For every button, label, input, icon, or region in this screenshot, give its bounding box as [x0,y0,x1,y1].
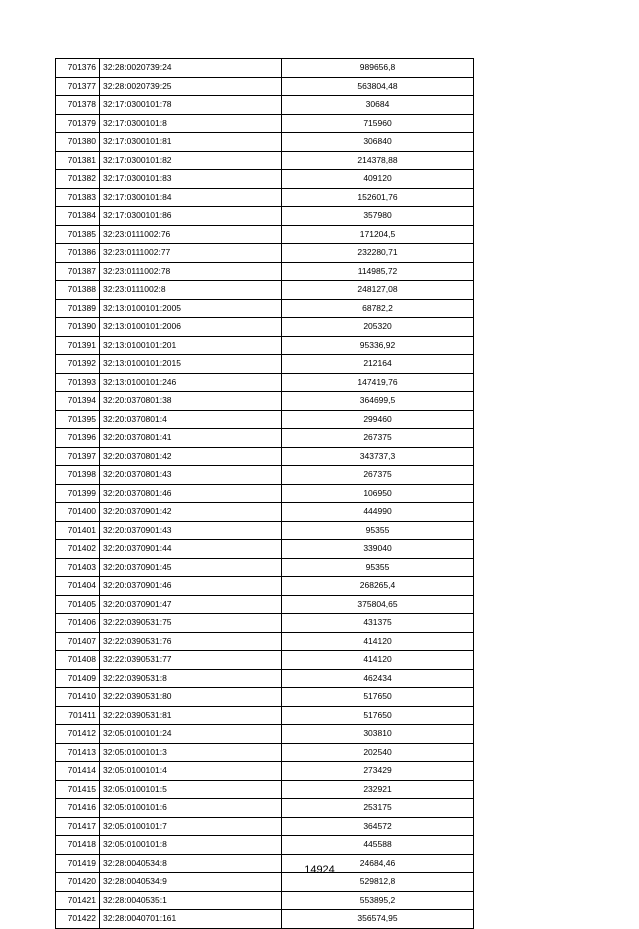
value-cell: 343737,3 [282,447,474,466]
cadastral-number-cell: 32:17:0300101:81 [100,133,282,152]
row-number-cell: 701408 [56,651,100,670]
table-row [56,540,474,559]
row-number-cell: 701411 [56,706,100,725]
value-cell: 431375 [282,614,474,633]
value-cell: 339040 [282,540,474,559]
row-number-cell: 701377 [56,77,100,96]
value-cell: 306840 [282,133,474,152]
row-number-cell: 701421 [56,891,100,910]
cadastral-number-cell: 32:23:0111002:8 [100,281,282,300]
cadastral-number-cell: 32:28:0020739:25 [100,77,282,96]
table-row [56,910,474,929]
value-cell: 273429 [282,762,474,781]
value-cell: 267375 [282,429,474,448]
cadastral-number-cell: 32:05:0100101:3 [100,743,282,762]
cadastral-number-cell: 32:22:0390531:76 [100,632,282,651]
table-row [56,59,474,78]
value-cell: 232921 [282,780,474,799]
value-cell: 303810 [282,725,474,744]
table-row [56,133,474,152]
cadastral-number-cell: 32:20:0370801:4 [100,410,282,429]
row-number-cell: 701392 [56,355,100,374]
table-row [56,799,474,818]
cadastral-number-cell: 32:17:0300101:86 [100,207,282,226]
cadastral-number-cell: 32:23:0111002:78 [100,262,282,281]
table-row [56,669,474,688]
value-cell: 253175 [282,799,474,818]
row-number-cell: 701379 [56,114,100,133]
value-cell: 715960 [282,114,474,133]
row-number-cell: 701412 [56,725,100,744]
row-number-cell: 701396 [56,429,100,448]
row-number-cell: 701400 [56,503,100,522]
value-cell: 462434 [282,669,474,688]
table-row [56,188,474,207]
cadastral-number-cell: 32:20:0370901:46 [100,577,282,596]
table-row [56,484,474,503]
table-row [56,336,474,355]
row-number-cell: 701402 [56,540,100,559]
row-number-cell: 701415 [56,780,100,799]
row-number-cell: 701418 [56,836,100,855]
value-cell: 409120 [282,170,474,189]
row-number-cell: 701419 [56,854,100,873]
value-cell: 248127,08 [282,281,474,300]
row-number-cell: 701394 [56,392,100,411]
value-cell: 152601,76 [282,188,474,207]
table-row [56,762,474,781]
table-row [56,743,474,762]
row-number-cell: 701390 [56,318,100,337]
value-cell: 375804,65 [282,595,474,614]
table-row [56,466,474,485]
value-cell: 364572 [282,817,474,836]
table-row [56,299,474,318]
cadastral-number-cell: 32:05:0100101:5 [100,780,282,799]
cadastral-number-cell: 32:20:0370801:41 [100,429,282,448]
value-cell: 553895,2 [282,891,474,910]
row-number-cell: 701387 [56,262,100,281]
value-cell: 147419,76 [282,373,474,392]
value-cell: 171204,5 [282,225,474,244]
table-row [56,725,474,744]
row-number-cell: 701407 [56,632,100,651]
table-row [56,355,474,374]
row-number-cell: 701382 [56,170,100,189]
row-number-cell: 701403 [56,558,100,577]
row-number-cell: 701401 [56,521,100,540]
value-cell: 232280,71 [282,244,474,263]
cadastral-number-cell: 32:22:0390531:80 [100,688,282,707]
row-number-cell: 701422 [56,910,100,929]
row-number-cell: 701393 [56,373,100,392]
value-cell: 364699,5 [282,392,474,411]
row-number-cell: 701386 [56,244,100,263]
cadastral-number-cell: 32:28:0040534:9 [100,873,282,892]
cadastral-number-cell: 32:20:0370801:46 [100,484,282,503]
row-number-cell: 701416 [56,799,100,818]
cadastral-number-cell: 32:23:0111002:76 [100,225,282,244]
table-row [56,891,474,910]
registry-table [55,58,474,929]
cadastral-number-cell: 32:05:0100101:4 [100,762,282,781]
table-row [56,281,474,300]
row-number-cell: 701380 [56,133,100,152]
value-cell: 202540 [282,743,474,762]
value-cell: 95355 [282,521,474,540]
row-number-cell: 701376 [56,59,100,78]
value-cell: 24684,46 [282,854,474,873]
cadastral-number-cell: 32:22:0390531:81 [100,706,282,725]
value-cell: 445588 [282,836,474,855]
row-number-cell: 701410 [56,688,100,707]
table-row [56,632,474,651]
table-row [56,170,474,189]
table-row [56,780,474,799]
table-row [56,244,474,263]
cadastral-number-cell: 32:13:0100101:2015 [100,355,282,374]
cadastral-number-cell: 32:17:0300101:82 [100,151,282,170]
cadastral-number-cell: 32:28:0040535:1 [100,891,282,910]
value-cell: 267375 [282,466,474,485]
row-number-cell: 701398 [56,466,100,485]
cadastral-number-cell: 32:17:0300101:78 [100,96,282,115]
value-cell: 517650 [282,688,474,707]
cadastral-number-cell: 32:20:0370901:42 [100,503,282,522]
value-cell: 444990 [282,503,474,522]
cadastral-number-cell: 32:20:0370801:42 [100,447,282,466]
cadastral-number-cell: 32:13:0100101:2006 [100,318,282,337]
page-number: 14924 [304,864,335,876]
table-row [56,262,474,281]
table-row [56,318,474,337]
table-row [56,817,474,836]
table-row [56,96,474,115]
row-number-cell: 701414 [56,762,100,781]
row-number-cell: 701378 [56,96,100,115]
table-row [56,447,474,466]
value-cell: 106950 [282,484,474,503]
value-cell: 114985,72 [282,262,474,281]
table-row [56,207,474,226]
table-row [56,595,474,614]
table-row [56,77,474,96]
cadastral-number-cell: 32:17:0300101:84 [100,188,282,207]
value-cell: 414120 [282,651,474,670]
row-number-cell: 701383 [56,188,100,207]
cadastral-number-cell: 32:13:0100101:201 [100,336,282,355]
row-number-cell: 701413 [56,743,100,762]
cadastral-number-cell: 32:23:0111002:77 [100,244,282,263]
row-number-cell: 701409 [56,669,100,688]
cadastral-number-cell: 32:20:0370901:45 [100,558,282,577]
cadastral-number-cell: 32:22:0390531:75 [100,614,282,633]
table-row [56,392,474,411]
table-row [56,225,474,244]
cadastral-number-cell: 32:05:0100101:8 [100,836,282,855]
row-number-cell: 701399 [56,484,100,503]
value-cell: 357980 [282,207,474,226]
cadastral-number-cell: 32:05:0100101:24 [100,725,282,744]
row-number-cell: 701381 [56,151,100,170]
row-number-cell: 701420 [56,873,100,892]
table-row [56,151,474,170]
table-row [56,410,474,429]
cadastral-number-cell: 32:17:0300101:83 [100,170,282,189]
row-number-cell: 701404 [56,577,100,596]
value-cell: 989656,8 [282,59,474,78]
cadastral-number-cell: 32:20:0370801:38 [100,392,282,411]
cadastral-number-cell: 32:28:0040701:161 [100,910,282,929]
cadastral-number-cell: 32:28:0040534:8 [100,854,282,873]
table-row [56,521,474,540]
cadastral-number-cell: 32:05:0100101:6 [100,799,282,818]
row-number-cell: 701388 [56,281,100,300]
value-cell: 68782,2 [282,299,474,318]
cadastral-number-cell: 32:22:0390531:8 [100,669,282,688]
row-number-cell: 701397 [56,447,100,466]
row-number-cell: 701389 [56,299,100,318]
row-number-cell: 701391 [56,336,100,355]
value-cell: 95336,92 [282,336,474,355]
row-number-cell: 701406 [56,614,100,633]
table-row [56,688,474,707]
table-row [56,503,474,522]
table-row [56,614,474,633]
table-row [56,429,474,448]
table-row [56,558,474,577]
cadastral-number-cell: 32:22:0390531:77 [100,651,282,670]
cadastral-number-cell: 32:13:0100101:2005 [100,299,282,318]
value-cell: 529812,8 [282,873,474,892]
value-cell: 205320 [282,318,474,337]
value-cell: 212164 [282,355,474,374]
table-row [56,373,474,392]
table-body [56,59,474,929]
value-cell: 414120 [282,632,474,651]
table-row [56,836,474,855]
cadastral-number-cell: 32:05:0100101:7 [100,817,282,836]
value-cell: 95355 [282,558,474,577]
value-cell: 214378,88 [282,151,474,170]
cadastral-number-cell: 32:20:0370901:47 [100,595,282,614]
row-number-cell: 701395 [56,410,100,429]
row-number-cell: 701385 [56,225,100,244]
row-number-cell: 701384 [56,207,100,226]
cadastral-number-cell: 32:20:0370901:43 [100,521,282,540]
cadastral-number-cell: 32:20:0370901:44 [100,540,282,559]
cadastral-number-cell: 32:17:0300101:8 [100,114,282,133]
cadastral-number-cell: 32:20:0370801:43 [100,466,282,485]
table-row [56,651,474,670]
cadastral-number-cell: 32:13:0100101:246 [100,373,282,392]
row-number-cell: 701417 [56,817,100,836]
value-cell: 517650 [282,706,474,725]
table-row [56,114,474,133]
value-cell: 563804,48 [282,77,474,96]
row-number-cell: 701405 [56,595,100,614]
value-cell: 299460 [282,410,474,429]
value-cell: 268265,4 [282,577,474,596]
table-row [56,577,474,596]
value-cell: 356574,95 [282,910,474,929]
cadastral-number-cell: 32:28:0020739:24 [100,59,282,78]
table-row [56,706,474,725]
value-cell: 30684 [282,96,474,115]
